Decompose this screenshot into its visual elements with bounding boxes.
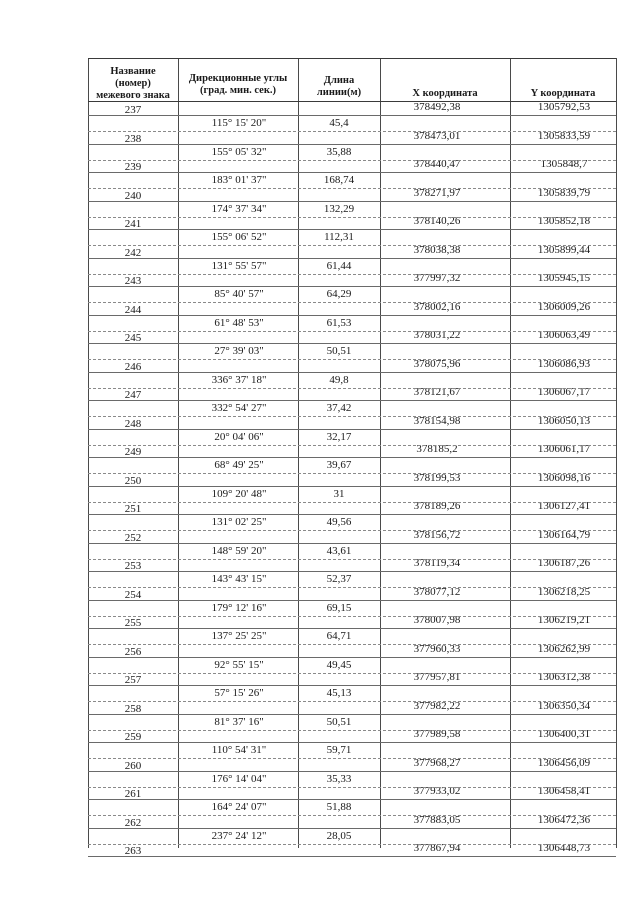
- y-coordinate: 1305899,44: [537, 243, 591, 256]
- header-y-coordinate: Y координата: [530, 88, 596, 99]
- header-line: Длина линии(м): [316, 75, 362, 98]
- line-length: 59,71: [326, 744, 352, 756]
- point-name: 243: [124, 275, 142, 287]
- line-length: 35,33: [326, 772, 352, 785]
- line-length: 45,4: [329, 117, 349, 129]
- x-coordinate: 378002,16: [413, 300, 461, 313]
- y-coordinate: 1306127,41: [537, 500, 591, 512]
- row-rule: [88, 245, 616, 246]
- direction-angle: 131° 55' 57": [211, 259, 267, 272]
- x-coordinate: 377982,22: [413, 699, 461, 712]
- x-coordinate: 378156,72: [413, 528, 461, 541]
- y-coordinate: 1305852,18: [537, 215, 591, 227]
- direction-angle: 176° 14' 04": [211, 772, 267, 785]
- row-rule: [88, 758, 616, 759]
- row-rule: [88, 188, 616, 189]
- row-rule: [88, 388, 616, 389]
- line-length: 35,88: [326, 145, 352, 158]
- row-rule: [88, 644, 616, 645]
- point-name: 253: [124, 560, 142, 572]
- point-name: 244: [124, 303, 142, 316]
- row-rule: [88, 844, 616, 845]
- row-rule: [88, 628, 616, 629]
- point-name: 247: [124, 389, 142, 401]
- direction-angle: 92° 55' 15": [214, 658, 264, 671]
- y-coordinate: 1306219,21: [537, 614, 591, 626]
- line-length: 49,45: [326, 658, 352, 671]
- y-coordinate: 1306086,93: [537, 357, 591, 370]
- row-rule: [88, 828, 616, 829]
- direction-angle: 155° 05' 32": [211, 145, 267, 158]
- x-coordinate: 378492,38: [413, 101, 461, 113]
- header-line: Название (номер) межевого знака: [96, 66, 170, 101]
- row-rule: [88, 217, 616, 218]
- row-rule: [88, 416, 616, 417]
- table-border-right: [616, 58, 617, 848]
- x-coordinate: 378473,01: [413, 129, 461, 142]
- x-coordinate: 378189,26: [413, 500, 461, 512]
- direction-angle: 27° 39' 03": [214, 345, 264, 357]
- point-name: 246: [124, 360, 142, 373]
- y-coordinate: 1306456,09: [537, 756, 591, 769]
- direction-angle: 179° 12' 16": [211, 601, 267, 614]
- header-line-length: [298, 75, 380, 99]
- line-length: 52,37: [326, 573, 352, 585]
- row-rule: [88, 372, 616, 373]
- point-name: 249: [124, 446, 142, 458]
- row-rule: [88, 486, 616, 487]
- row-rule: [88, 771, 616, 772]
- point-name: 250: [124, 474, 142, 487]
- point-name: 241: [124, 218, 142, 230]
- x-coordinate: 378440,47: [413, 158, 461, 170]
- row-rule: [88, 457, 616, 458]
- line-length: 69,15: [326, 601, 352, 614]
- y-coordinate: 1305848,7: [540, 158, 588, 170]
- line-length: 49,56: [326, 516, 352, 528]
- row-rule: [88, 502, 616, 503]
- line-length: 61,44: [326, 259, 352, 272]
- line-length: 39,67: [326, 459, 352, 471]
- direction-angle: 110° 54' 31": [211, 744, 267, 756]
- direction-angle: 143° 43' 15": [211, 573, 267, 585]
- row-rule: [88, 331, 616, 332]
- direction-angle: 155° 06' 52": [211, 231, 267, 243]
- x-coordinate: 378121,67: [413, 386, 461, 398]
- header-x-coordinate: X координата: [412, 88, 478, 99]
- x-coordinate: 378140,26: [413, 215, 461, 227]
- point-name: 263: [124, 845, 142, 857]
- y-coordinate: 1306218,25: [537, 585, 591, 598]
- point-name: 257: [124, 674, 142, 686]
- x-coordinate: 377997,32: [413, 272, 461, 284]
- x-coordinate: 377883,05: [413, 813, 461, 826]
- point-name: 238: [124, 132, 142, 145]
- x-coordinate: 377960,33: [413, 642, 461, 655]
- direction-angle: 57° 15' 26": [214, 687, 264, 699]
- y-coordinate: 1305945,15: [537, 272, 591, 284]
- point-name: 248: [124, 417, 142, 430]
- point-name: 251: [124, 503, 142, 515]
- direction-angle: 148° 59' 20": [211, 544, 267, 557]
- direction-angle: 20° 04' 06": [214, 430, 264, 443]
- y-coordinate: 1306350,34: [537, 699, 591, 712]
- row-rule: [88, 514, 616, 515]
- row-rule: [88, 673, 616, 674]
- line-length: 112,31: [324, 231, 354, 243]
- y-coordinate: 1306098,16: [537, 471, 591, 484]
- line-length: 43,61: [326, 544, 352, 557]
- row-rule: [88, 685, 616, 686]
- point-name: 254: [124, 588, 142, 601]
- point-name: 258: [124, 702, 142, 715]
- point-name: 262: [124, 816, 142, 829]
- x-coordinate: 378154,98: [413, 414, 461, 427]
- row-rule: [88, 701, 616, 702]
- line-length: 50,51: [326, 715, 352, 728]
- x-coordinate: 378031,22: [413, 329, 461, 341]
- point-name: 260: [124, 759, 142, 772]
- x-coordinate: 378185,2: [416, 443, 458, 455]
- line-length: 31: [333, 487, 345, 500]
- point-name: 259: [124, 731, 142, 743]
- row-rule: [88, 600, 616, 601]
- direction-angle: 137° 25' 25": [211, 630, 267, 642]
- x-coordinate: 377957,81: [413, 671, 461, 683]
- direction-angle: 237° 24' 12": [211, 829, 267, 842]
- header-line: Дирекционные углы (град. мин. сек.): [188, 73, 288, 96]
- row-rule: [88, 445, 616, 446]
- y-coordinate: 1306164,79: [537, 528, 591, 541]
- direction-angle: 68° 49' 25": [214, 459, 264, 471]
- line-length: 132,29: [323, 202, 355, 215]
- row-rule: [88, 115, 616, 116]
- x-coordinate: 378007,98: [413, 614, 461, 626]
- row-rule: [88, 730, 616, 731]
- line-length: 64,71: [326, 630, 352, 642]
- header-direction-angle: [178, 73, 298, 97]
- x-coordinate: 377867,94: [413, 842, 461, 854]
- row-rule: [88, 571, 616, 572]
- direction-angle: 332° 54' 27": [211, 402, 267, 414]
- row-rule: [88, 160, 616, 161]
- line-length: 61,53: [326, 316, 352, 329]
- y-coordinate: 1306448,73: [537, 842, 591, 854]
- direction-angle: 336° 37' 18": [211, 373, 267, 386]
- row-rule: [88, 530, 616, 531]
- x-coordinate: 378271,97: [413, 186, 461, 199]
- row-rule: [88, 587, 616, 588]
- direction-angle: 109° 20' 48": [211, 487, 267, 500]
- direction-angle: 85° 40' 57": [214, 288, 264, 300]
- row-rule: [88, 172, 616, 173]
- y-coordinate: 1306187,26: [537, 557, 591, 569]
- x-coordinate: 378075,96: [413, 357, 461, 370]
- row-rule: [88, 815, 616, 816]
- row-rule: [88, 201, 616, 202]
- x-coordinate: 378077,12: [413, 585, 461, 598]
- point-name: 261: [124, 788, 142, 800]
- y-coordinate: 1305833,59: [537, 129, 591, 142]
- row-rule: [88, 742, 616, 743]
- direction-angle: 164° 24' 07": [211, 801, 267, 813]
- y-coordinate: 1306262,99: [537, 642, 591, 655]
- point-name: 245: [124, 332, 142, 344]
- y-coordinate: 1306458,41: [537, 785, 591, 797]
- direction-angle: 115° 15' 20": [211, 117, 267, 129]
- y-coordinate: 1306050,13: [537, 414, 591, 427]
- row-rule: [88, 787, 616, 788]
- line-length: 32,17: [326, 430, 352, 443]
- y-coordinate: 1306400,31: [537, 728, 591, 740]
- row-rule: [88, 429, 616, 430]
- row-rule: [88, 856, 616, 857]
- point-name: 239: [124, 161, 142, 173]
- row-rule: [88, 400, 616, 401]
- row-rule: [88, 473, 616, 474]
- direction-angle: 174° 37' 34": [211, 202, 267, 215]
- x-coordinate: 378038,38: [413, 243, 461, 256]
- row-rule: [88, 616, 616, 617]
- row-rule: [88, 286, 616, 287]
- row-rule: [88, 343, 616, 344]
- y-coordinate: 1306063,49: [537, 329, 591, 341]
- row-rule: [88, 274, 616, 275]
- row-rule: [88, 144, 616, 145]
- line-length: 49,8: [329, 373, 349, 386]
- x-coordinate: 378199,53: [413, 471, 461, 484]
- y-coordinate: 1306009,26: [537, 300, 591, 313]
- x-coordinate: 377933,02: [413, 785, 461, 797]
- direction-angle: 183° 01' 37": [211, 174, 267, 186]
- row-rule: [88, 559, 616, 560]
- header-point-name: [88, 66, 178, 102]
- point-name: 256: [124, 645, 142, 658]
- y-coordinate: 1306067,17: [537, 386, 591, 398]
- row-rule: [88, 258, 616, 259]
- y-coordinate: 1306061,17: [537, 443, 591, 455]
- line-length: 45,13: [326, 687, 352, 699]
- point-name: 237: [124, 104, 142, 116]
- point-name: 255: [124, 617, 142, 629]
- table-border-top: [88, 58, 616, 59]
- y-coordinate: 1306472,36: [537, 813, 591, 826]
- x-coordinate: 377989,58: [413, 728, 461, 740]
- row-rule: [88, 229, 616, 230]
- y-coordinate: 1305792,53: [537, 101, 591, 113]
- y-coordinate: 1306312,38: [537, 671, 591, 683]
- point-name: 240: [124, 189, 142, 202]
- row-rule: [88, 131, 616, 132]
- row-rule: [88, 359, 616, 360]
- row-rule: [88, 799, 616, 800]
- row-rule: [88, 657, 616, 658]
- line-length: 168,74: [323, 174, 355, 186]
- line-length: 50,51: [326, 345, 352, 357]
- y-coordinate: 1305839,79: [537, 186, 591, 199]
- row-rule: [88, 714, 616, 715]
- point-name: 242: [124, 246, 142, 259]
- line-length: 28,05: [326, 829, 352, 842]
- direction-angle: 61° 48' 53": [214, 316, 264, 329]
- direction-angle: 131° 02' 25": [211, 516, 267, 528]
- row-rule: [88, 543, 616, 544]
- line-length: 51,88: [326, 801, 352, 813]
- point-name: 252: [124, 531, 142, 544]
- row-rule: [88, 315, 616, 316]
- x-coordinate: 377968,27: [413, 756, 461, 769]
- x-coordinate: 378119,34: [413, 557, 461, 569]
- row-rule: [88, 302, 616, 303]
- line-length: 37,42: [326, 402, 352, 414]
- direction-angle: 81° 37' 16": [214, 715, 264, 728]
- line-length: 64,29: [326, 288, 352, 300]
